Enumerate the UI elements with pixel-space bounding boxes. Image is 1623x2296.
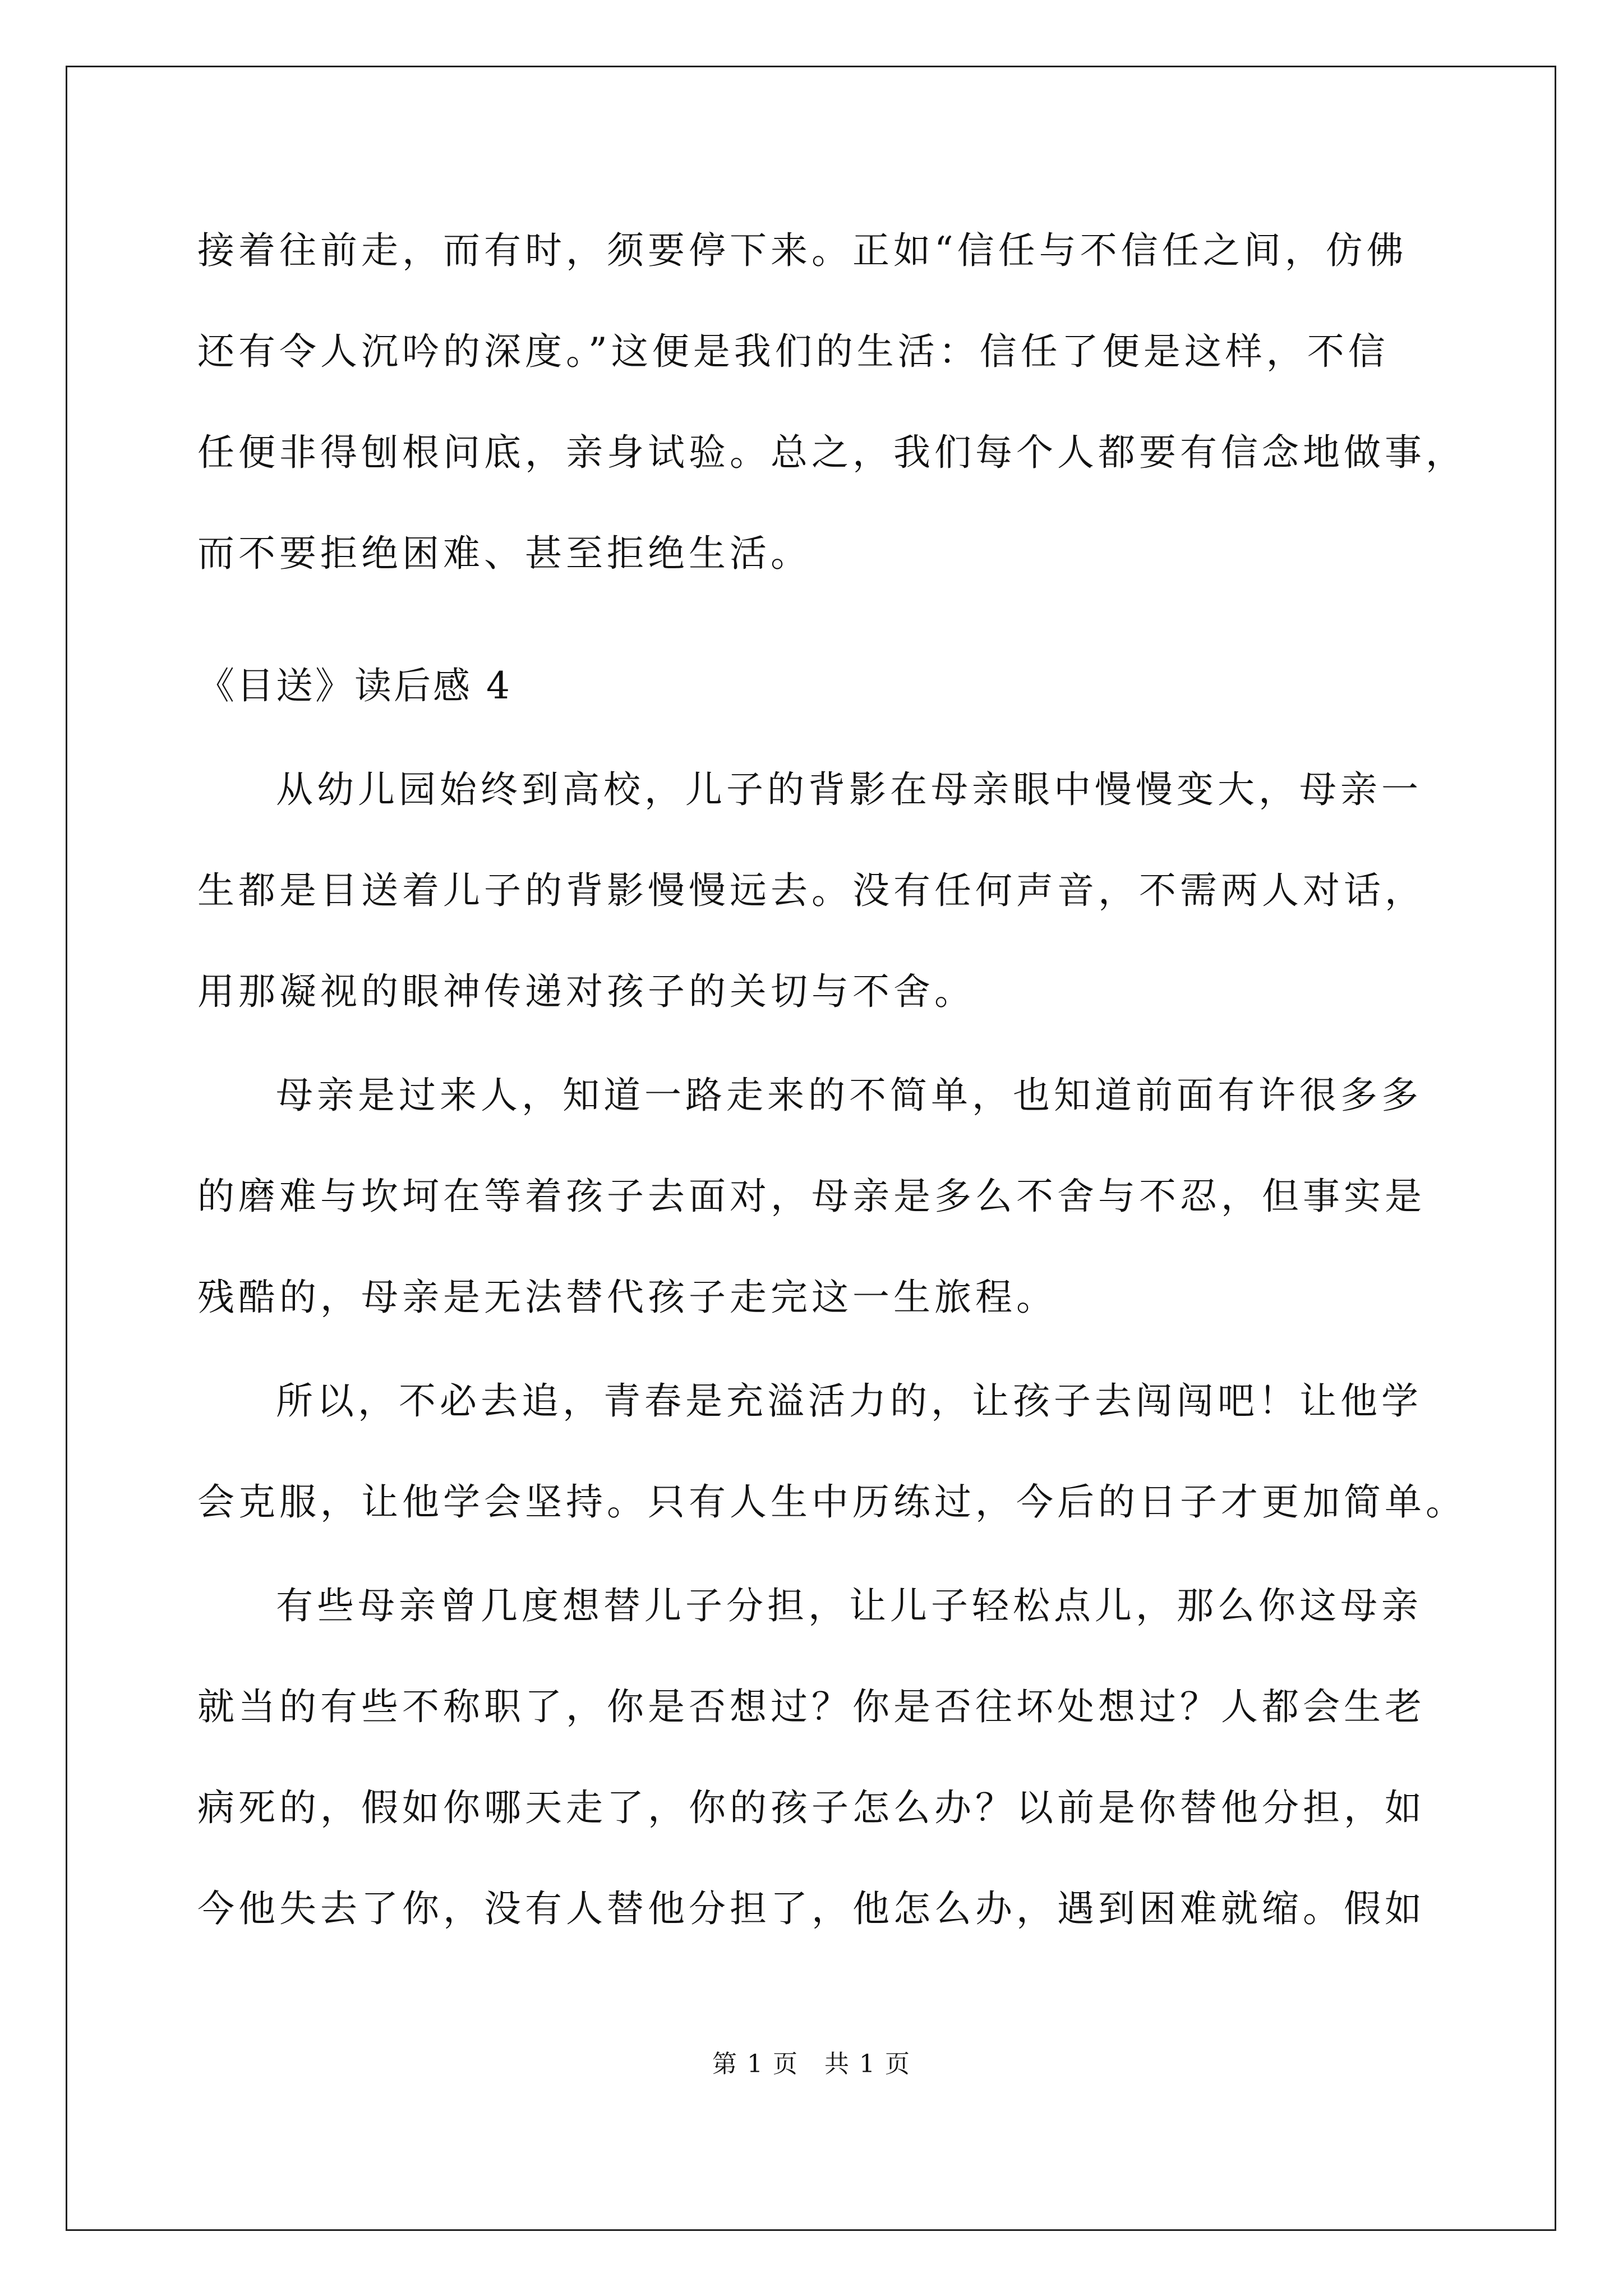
text-line: 所以，不必去追，青春是充溢活力的，让孩子去闯闯吧！让他学: [276, 1379, 1422, 1423]
text-line: 而不要拒绝困难、甚至拒绝生活。: [197, 532, 811, 575]
text-line: 的磨难与坎坷在等着孩子去面对，母亲是多么不舍与不忍，但事实是: [197, 1175, 1426, 1218]
text-line: 接着往前走，而有时，须要停下来。正如“信任与不信任之间，仿佛: [197, 229, 1408, 272]
section-heading: 《目送》读后感 4: [197, 664, 512, 707]
text-line: 用那凝视的眼神传递对孩子的关切与不舍。: [197, 970, 975, 1013]
text-line: 任便非得刨根问底，亲身试验。总之，我们每个人都要有信念地做事，: [197, 431, 1467, 474]
text-line: 就当的有些不称职了，你是否想过？你是否往坏处想过？人都会生老: [197, 1685, 1426, 1728]
page-footer: 第 1 页 共 1 页: [712, 2050, 911, 2078]
text-line: 从幼儿园始终到高校，儿子的背影在母亲眼中慢慢变大，母亲一: [276, 768, 1422, 811]
text-line: 病死的，假如你哪天走了，你的孩子怎么办？以前是你替他分担，如: [197, 1786, 1426, 1829]
text-line: 会克服，让他学会坚持。只有人生中历练过，今后的日子才更加简单。: [197, 1480, 1467, 1524]
text-line: 残酷的，母亲是无法替代孩子走完这一生旅程。: [197, 1276, 1057, 1319]
text-line: 还有令人沉吟的深度。”这便是我们的生活：信任了便是这样，不信: [197, 330, 1389, 373]
text-line: 有些母亲曾几度想替儿子分担，让儿子轻松点儿，那么你这母亲: [276, 1584, 1422, 1627]
text-line: 母亲是过来人，知道一路走来的不简单，也知道前面有许很多多: [276, 1074, 1422, 1117]
text-line: 生都是目送着儿子的背影慢慢远去。没有任何声音，不需两人对话，: [197, 869, 1426, 912]
text-line: 今他失去了你，没有人替他分担了，他怎么办，遇到困难就缩。假如: [197, 1887, 1426, 1930]
